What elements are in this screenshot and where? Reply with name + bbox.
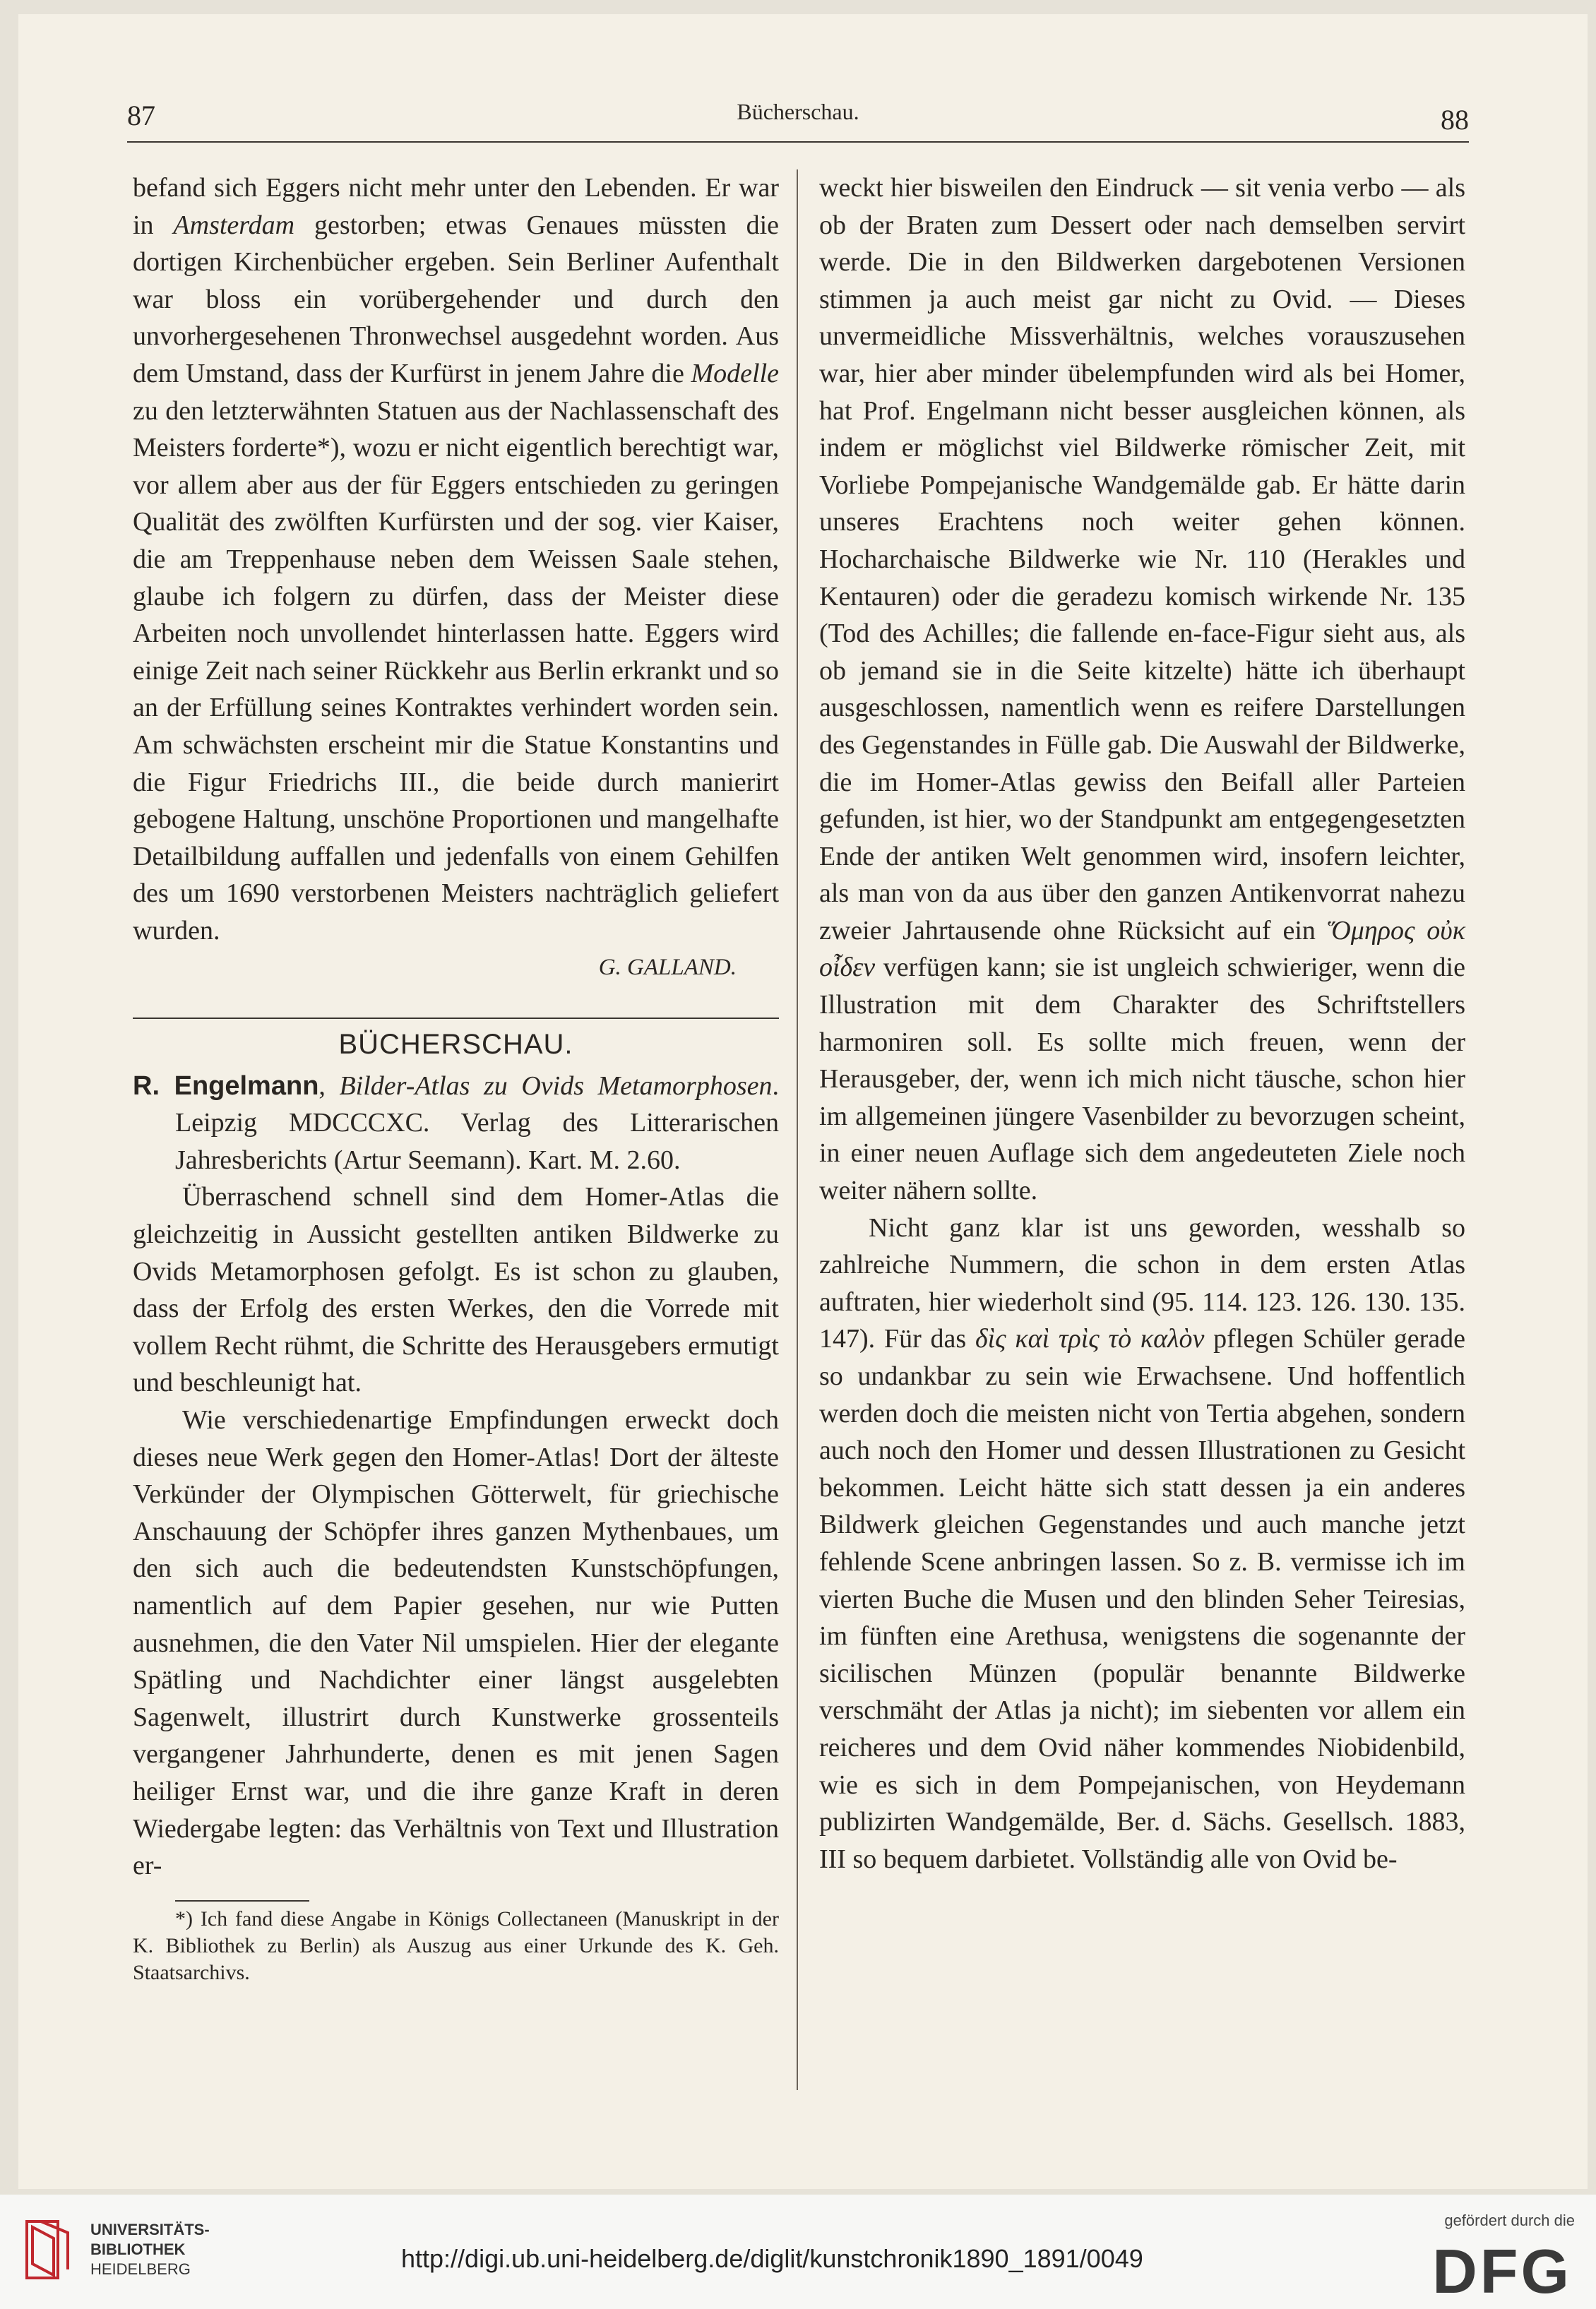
greek-quote: Ὅμηρος οὐκ οἶδεν: [819, 915, 1465, 983]
library-name: UNIVERSITÄTS- BIBLIOTHEK HEIDELBERG: [90, 2221, 210, 2278]
dfg-logo[interactable]: DFG: [1432, 2236, 1572, 2306]
university-library-logo-icon[interactable]: [25, 2217, 75, 2281]
greek-quote: δὶς καὶ τρὶς τὸ καλὸν: [975, 1324, 1205, 1354]
permalink[interactable]: http://digi.ub.uni-heidelberg.de/diglit/kunstchronik1890_1891/0049: [401, 2244, 1143, 2273]
page-number-right: 88: [1441, 104, 1469, 136]
running-title: Bücherschau.: [737, 99, 859, 124]
footnote-rule: [175, 1900, 309, 1902]
footnote: *) Ich fand diese Angabe in Königs Collectaneen (Manuskript in der K. Bibliothek zu Berlin) als Auszug aus einer Urkunde des K. Geh. Staatsarchivs.: [133, 1907, 779, 1984]
review-paragraph: Nicht ganz klar ist uns geworden, wesshalb so zahlreiche Nummern, die schon in dem ersten Atlas auftraten, hier wiederholt sind (95. 114. 123. 126. 130. 135. 147). Für das δὶς καὶ τρὶς τὸ καλὸν pflegen Schüler gerade so undankbar zu sein wie Erwachsene. Und hoffentlich werden doch die meisten nicht von Tertia abgehen, sondern auch noch den Homer und dessen Illustrationen zu Gesicht bekommen. Leicht hätte sich statt dessen ja ein anderes Bildwerk gleichen Gegenstandes und auch manche jetzt fehlende Scene anbringen lassen. So z. B. vermisse ich im vierten Buche die Musen und den blinden Seher Teiresias, im fünften eine Arethusa, wenigstens die sogenannte der sicilischen Münzen (populär benannte Bildwerke verschmäht der Atlas ja nicht); im siebenten vor allem ein reicheres und dem Ovid näher kommendes Niobidenbild, wie es sich in dem Pompejanischen, von Heydemann publizirten Wandgemälde, Ber. d. Sächs. Gesellsch. 1883, III so bequem darbietet. Vollständig alle von Ovid be-: [819, 1212, 1465, 1874]
section-divider: [133, 1018, 779, 1019]
review-paragraph: Wie verschiedenartige Empfindungen erweckt doch dieses neue Werk gegen den Homer-Atlas! Dort der älteste Verkünder der Olympischen Götterwelt, für griechische Anschauung der Schöpfer ihres ganzen Mythenbaues, um den sich auch die bedeutendsten Kunstschöpfungen, namentlich auf dem Papier gesehen, nur wie Putten ausnehmen, die den Vater Nil umspielen. Hier der elegante Spätling und Nachdichter einer längst ausgelebten Sagenwelt, illustrirt durch Kunstwerke grossenteils vergangener Jahrhunderte, denen es mit jenen Sagen heiliger Ernst war, und die ihre ganze Kraft in deren Wiedergabe legten: das Verhältnis von Text und Illustration er-: [133, 1405, 779, 1881]
funding-label: gefördert durch die: [1444, 2212, 1575, 2229]
review-paragraph: Überraschend schnell sind dem Homer-Atlas die gleichzeitig in Aussicht gestellten antiken Bildwerke zu Ovids Metamorphosen gefolgt. Es ist schon zu glauben, dass der Erfolg des ersten Werkes, den die Vorrede mit vollem Recht rühmt, die Schritte des Herausgebers ermutigt und beschleunigt hat.: [133, 1182, 779, 1398]
right-column: [819, 169, 1465, 1878]
review-paragraph: weckt hier bisweilen den Eindruck — sit venia verbo — als ob der Braten zum Dessert oder nach demselben servirt werde. Die in den Bildwerken dargebotenen Versionen stimmen ja auch meist gar nicht zu Ovid. — Dieses unvermeidliche Missverhältnis, welches vorauszusehen war, hier aber minder übelempfunden wird als bei Homer, hat Prof. Engelmann nicht besser ausgleichen können, als indem er möglichst viel Bildwerke römischer Zeit, mit Vorliebe Pompejanische Wandgemälde gab. Er hätte darin unseres Erachtens noch weiter gehen können. Hocharchaische Bildwerke wie Nr. 110 (Herakles und Kentauren) oder die geradezu komisch wirkende Nr. 135 (Tod des Achilles; die fallende en-face-Figur sieht aus, als ob jemand sie in die Seite kitzelte) hätte ich überhaupt ausgeschlossen, namentlich wenn es reifere Darstellungen des Gegenstandes in Fülle gab. Die Auswahl der Bildwerke, die im Homer-Atlas gewiss den Beifall aller Parteien gefunden, ist hier, wo der Standpunkt am entgegengesetzten Ende der antiken Welt genommen wird, insofern leichter, als man von da aus über den ganzen Antikenvorrat nahezu zweier Jahrtausende ohne Rücksicht auf ein Ὅμηρος οὐκ οἶδεν verfügen kann; sie ist ungleich schwieriger, wenn die Illustration mit dem Charakter des Schriftstellers harmoniren soll. Es sollte mich freuen, wenn der Herausgeber, der, wenn ich mich nicht täusche, schon hier im allgemeinen jüngere Vasenbilder zu bevorzugen scheint, in einer neuen Auflage sich dem angedeuteten Ziele noch weiter nähern sollte.: [819, 173, 1465, 1206]
article-paragraph: befand sich Eggers nicht mehr unter den Lebenden. Er war in Amsterdam gestorben; etwas Genaues müssten die dortigen Kirchenbücher ergeben. Sein Berliner Aufenthalt war bloss ein vorübergehender und durch den unvorhergesehenen Thronwechsel ausgedehnt worden. Aus dem Umstand, dass der Kurfürst in jenem Jahre die Modelle zu den letzterwähnten Statuen aus der Nachlassenschaft des Meisters forderte*), wozu er nicht eigentlich berechtigt war, vor allem aber aus der für Eggers entschieden zu geringen Qualität des zwölften Kurfürsten und der sog. vier Kaiser, die am Treppenhause neben dem Weissen Saale stehen, glaube ich folgern zu dürfen, dass der Meister diese Arbeiten noch unvollendet hinterlassen hatte. Eggers wird einige Zeit nach seiner Rückkehr aus Berlin erkrankt und so an der Erfüllung seines Kontraktes verhindert worden sein. Am schwächsten erscheint mir die Statue Konstantins und die Figur Friedrichs III., die beide durch manierirt gebogene Haltung, unschöne Proportionen und mangelhafte Detailbildung auffallen und jedenfalls von einem Gehilfen des um 1690 verstorbenen Meisters nachträglich geliefert wurden.: [133, 173, 780, 945]
author-signature: G. GALLAND.: [598, 955, 737, 981]
column-divider: [797, 169, 798, 2090]
page-number-left: 87: [127, 100, 155, 131]
left-column: [133, 169, 779, 1986]
section-title: BÜCHERSCHAU.: [338, 1029, 573, 1061]
header-rule: [127, 141, 1469, 143]
digitization-footer: [0, 2195, 1596, 2309]
book-reference: R. Engelmann, Bilder-Atlas zu Ovids Metamorphosen. Leipzig MDCCCXC. Verlag des Litterarischen Jahresberichts (Artur Seemann). Kart. M. 2.60.: [133, 1070, 779, 1175]
